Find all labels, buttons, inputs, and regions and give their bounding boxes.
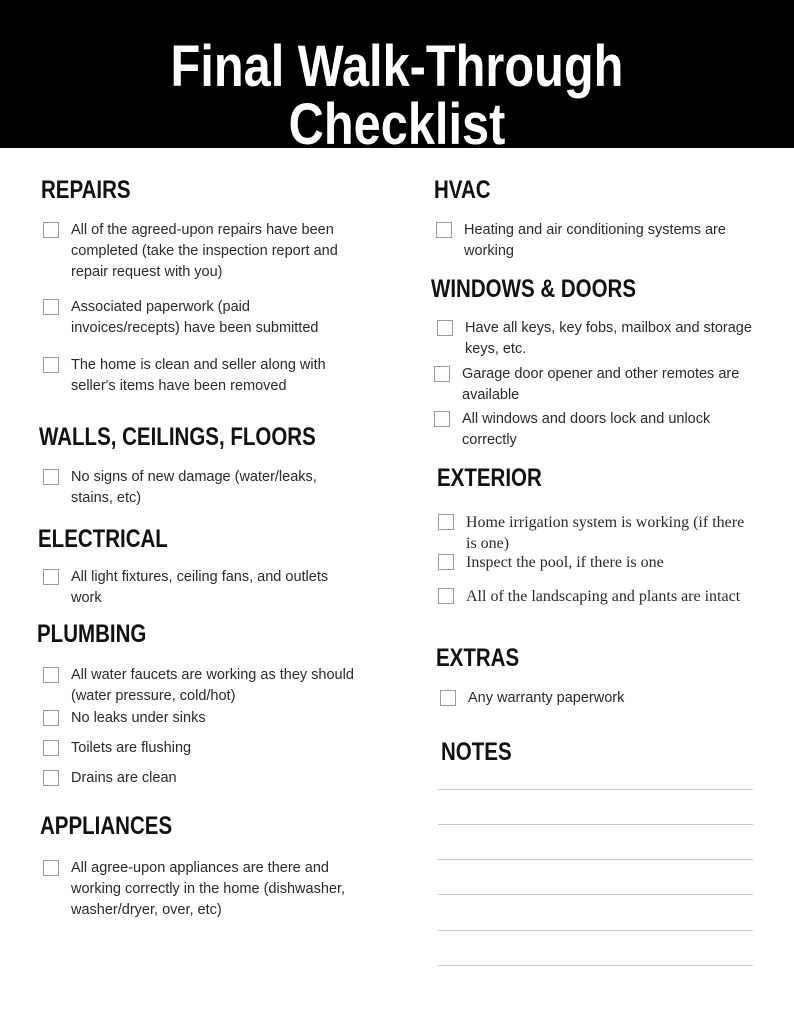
- checkbox[interactable]: [434, 366, 450, 382]
- notes-line: [438, 930, 753, 931]
- checklist-item-label: All light fixtures, ceiling fans, and outlets work: [71, 569, 329, 606]
- checkbox[interactable]: [43, 222, 59, 238]
- checklist-item-label: Garage door opener and other remotes are available: [462, 366, 740, 403]
- checkbox[interactable]: [434, 411, 450, 427]
- checkbox[interactable]: [43, 299, 59, 315]
- header-banner: [0, 0, 794, 157]
- notes-line: [438, 859, 753, 860]
- checklist-item-label: All windows and doors lock and unlock correctly: [462, 411, 711, 448]
- checkbox[interactable]: [43, 740, 59, 756]
- checklist-item-label: All agree-upon appliances are there and working correctly in the home (dishwasher, washer/dryer, over, etc): [71, 860, 346, 918]
- section-heading-plumbing: PLUMBING: [37, 620, 147, 648]
- section-heading-appliances: APPLIANCES: [40, 812, 173, 840]
- section-heading-extras: EXTRAS: [436, 644, 520, 672]
- checklist-item-label: Drains are clean: [71, 770, 177, 786]
- checklist-item-label: Heating and air conditioning systems are working: [464, 222, 726, 259]
- section-heading-walls: WALLS, CEILINGS, FLOORS: [39, 423, 316, 451]
- section-heading-hvac: HVAC: [434, 176, 491, 204]
- checklist-item-label: Have all keys, key fobs, mailbox and storage keys, etc.: [465, 320, 752, 357]
- page-title: Final Walk-Through Checklist: [170, 34, 624, 157]
- checklist-item-label: Inspect the pool, if there is one: [466, 554, 664, 571]
- notes-line: [438, 894, 753, 895]
- checklist-item-label: Home irrigation system is working (if there is one): [466, 514, 745, 552]
- checkbox[interactable]: [43, 710, 59, 726]
- checklist-item-label: All of the agreed-upon repairs have been completed (take the inspection report and repair request with you): [71, 222, 338, 280]
- checklist-item-label: Toilets are flushing: [71, 740, 192, 756]
- checklist-item-label: Any warranty paperwork: [468, 690, 625, 706]
- checkbox[interactable]: [43, 667, 59, 683]
- checkbox[interactable]: [43, 469, 59, 485]
- checklist-item-label: The home is clean and seller along with seller's items have been removed: [71, 357, 326, 394]
- checkbox[interactable]: [440, 690, 456, 706]
- checklist-item-label: Associated paperwork (paid invoices/recepts) have been submitted: [71, 299, 319, 336]
- checkbox[interactable]: [438, 554, 454, 570]
- section-heading-exterior: EXTERIOR: [437, 464, 542, 492]
- notes-line: [438, 789, 753, 790]
- checkbox[interactable]: [43, 770, 59, 786]
- checkbox[interactable]: [436, 222, 452, 238]
- checklist-item-label: All of the landscaping and plants are intact: [466, 588, 741, 605]
- checkbox[interactable]: [43, 860, 59, 876]
- checkbox[interactable]: [43, 569, 59, 585]
- checkbox[interactable]: [43, 357, 59, 373]
- notes-line: [438, 965, 753, 966]
- section-heading-windows-doors: WINDOWS & DOORS: [431, 275, 636, 303]
- checkbox[interactable]: [438, 588, 454, 604]
- notes-line: [438, 824, 753, 825]
- checkbox[interactable]: [438, 514, 454, 530]
- checkbox[interactable]: [437, 320, 453, 336]
- checklist-item-label: No signs of new damage (water/leaks, stains, etc): [71, 469, 317, 506]
- section-heading-notes: NOTES: [441, 738, 512, 766]
- checklist-item-label: No leaks under sinks: [71, 710, 206, 726]
- checklist-item-label: All water faucets are working as they should (water pressure, cold/hot): [71, 667, 354, 704]
- section-heading-electrical: ELECTRICAL: [38, 525, 168, 553]
- section-heading-repairs: REPAIRS: [41, 176, 131, 204]
